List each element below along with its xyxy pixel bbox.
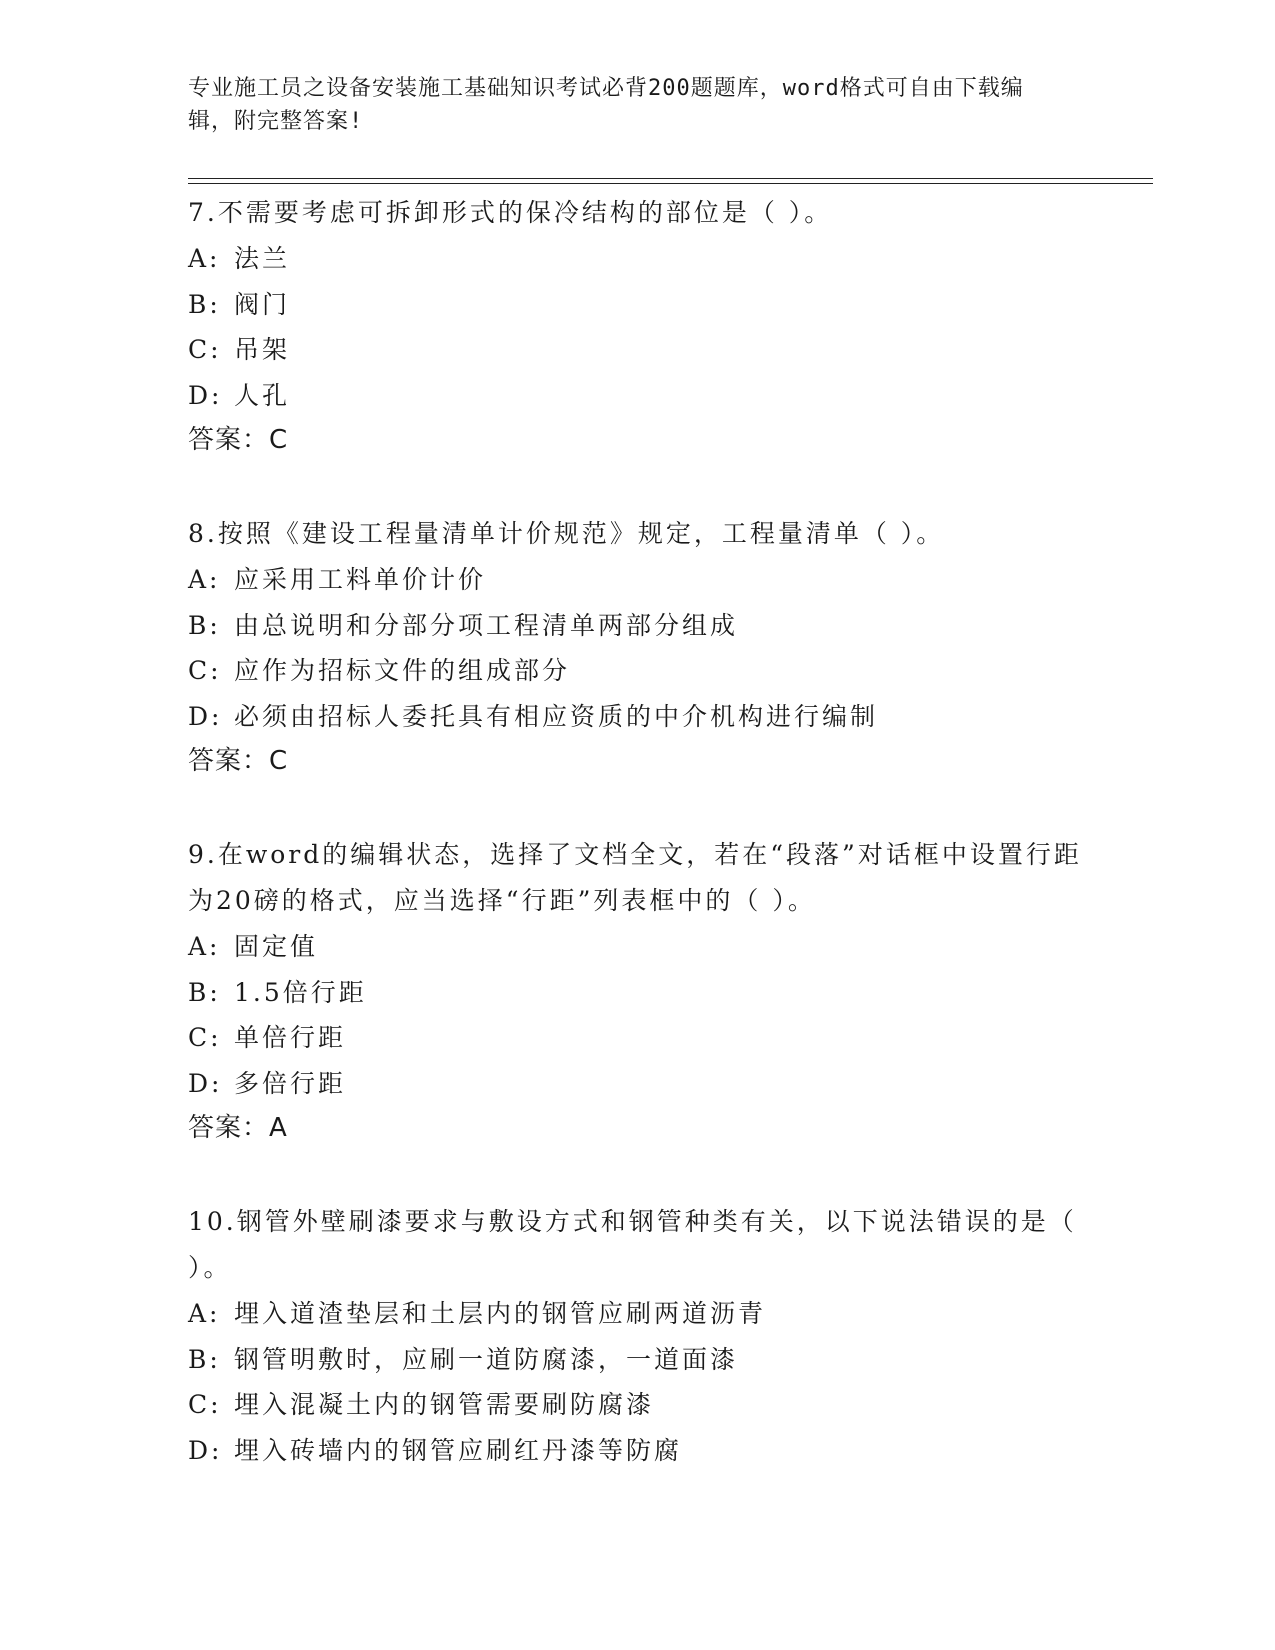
- option-b: [188, 1337, 1088, 1383]
- option-c: [188, 1382, 1088, 1428]
- option-letter: A:: [188, 932, 221, 961]
- question-list: [188, 190, 1088, 1521]
- option-a: [188, 236, 1088, 282]
- question-9: [188, 832, 1088, 1151]
- option-text: 吊架: [234, 335, 291, 364]
- question-text: 10.钢管外壁刷漆要求与敷设方式和钢管种类有关，以下说法错误的是（ ）。: [188, 1207, 1077, 1282]
- option-text: 1.5倍行距: [234, 977, 367, 1007]
- option-text: 法兰: [234, 244, 291, 273]
- option-letter: D:: [188, 1435, 223, 1465]
- answer-line: 答案：C: [188, 425, 289, 455]
- option-text: 多倍行距: [234, 1068, 347, 1098]
- option-letter: D:: [188, 380, 223, 410]
- option-c: [188, 327, 1088, 373]
- option-text: 人孔: [234, 380, 291, 410]
- question-text: 8.按照《建设工程量清单计价规范》规定，工程量清单（ ）。: [188, 519, 945, 548]
- option-text: 必须由招标人委托具有相应资质的中介机构进行编制: [234, 701, 879, 731]
- option-letter: B:: [188, 977, 221, 1007]
- question-text: 9.在word的编辑状态，选择了文档全文，若在“段落”对话框中设置行距为20磅的格式，应当选择“行距”列表框中的（ ）。: [188, 840, 1082, 915]
- answer-line: 答案：A: [188, 1113, 288, 1143]
- option-letter: D:: [188, 701, 223, 731]
- option-letter: A:: [188, 244, 221, 273]
- header-divider-top: [188, 178, 1153, 179]
- option-d: [188, 1061, 1088, 1107]
- question-10: [188, 1199, 1088, 1473]
- option-a: [188, 557, 1088, 603]
- option-letter: C:: [188, 656, 222, 685]
- option-text: 固定值: [234, 932, 319, 961]
- question-text: 7.不需要考虑可拆卸形式的保冷结构的部位是（ ）。: [188, 198, 833, 227]
- option-c: [188, 648, 1088, 694]
- option-a: [188, 924, 1088, 970]
- option-d: [188, 1428, 1088, 1474]
- option-letter: A:: [188, 1299, 221, 1328]
- option-text: 钢管明敷时，应刷一道防腐漆，一道面漆: [234, 1344, 739, 1374]
- option-letter: C:: [188, 1390, 222, 1419]
- option-text: 埋入道渣垫层和土层内的钢管应刷两道沥青: [234, 1299, 767, 1328]
- option-letter: B:: [188, 289, 221, 319]
- option-d: [188, 694, 1088, 740]
- option-text: 由总说明和分部分项工程清单两部分组成: [234, 610, 739, 640]
- option-text: 应采用工料单价计价: [234, 565, 487, 594]
- option-letter: A:: [188, 565, 221, 594]
- option-b: [188, 282, 1088, 328]
- header-divider-bottom: [188, 183, 1153, 184]
- option-text: 单倍行距: [234, 1023, 347, 1052]
- question-8: [188, 511, 1088, 784]
- option-text: 埋入砖墙内的钢管应刷红丹漆等防腐: [234, 1435, 683, 1465]
- option-letter: B:: [188, 610, 221, 640]
- option-text: 埋入混凝土内的钢管需要刷防腐漆: [234, 1390, 655, 1419]
- answer-line: 答案：C: [188, 746, 289, 776]
- option-letter: C:: [188, 1023, 222, 1052]
- option-d: [188, 373, 1088, 419]
- option-letter: C:: [188, 335, 222, 364]
- option-letter: B:: [188, 1344, 221, 1374]
- option-text: 应作为招标文件的组成部分: [234, 656, 571, 685]
- option-c: [188, 1015, 1088, 1061]
- document-header: 专业施工员之设备安装施工基础知识考试必背200题题库，word格式可自由下载编辑，附完整答案!: [188, 76, 1024, 134]
- question-7: [188, 190, 1088, 463]
- option-a: [188, 1291, 1088, 1337]
- option-b: [188, 603, 1088, 649]
- option-text: 阀门: [234, 289, 291, 319]
- option-letter: D:: [188, 1068, 223, 1098]
- option-b: [188, 970, 1088, 1016]
